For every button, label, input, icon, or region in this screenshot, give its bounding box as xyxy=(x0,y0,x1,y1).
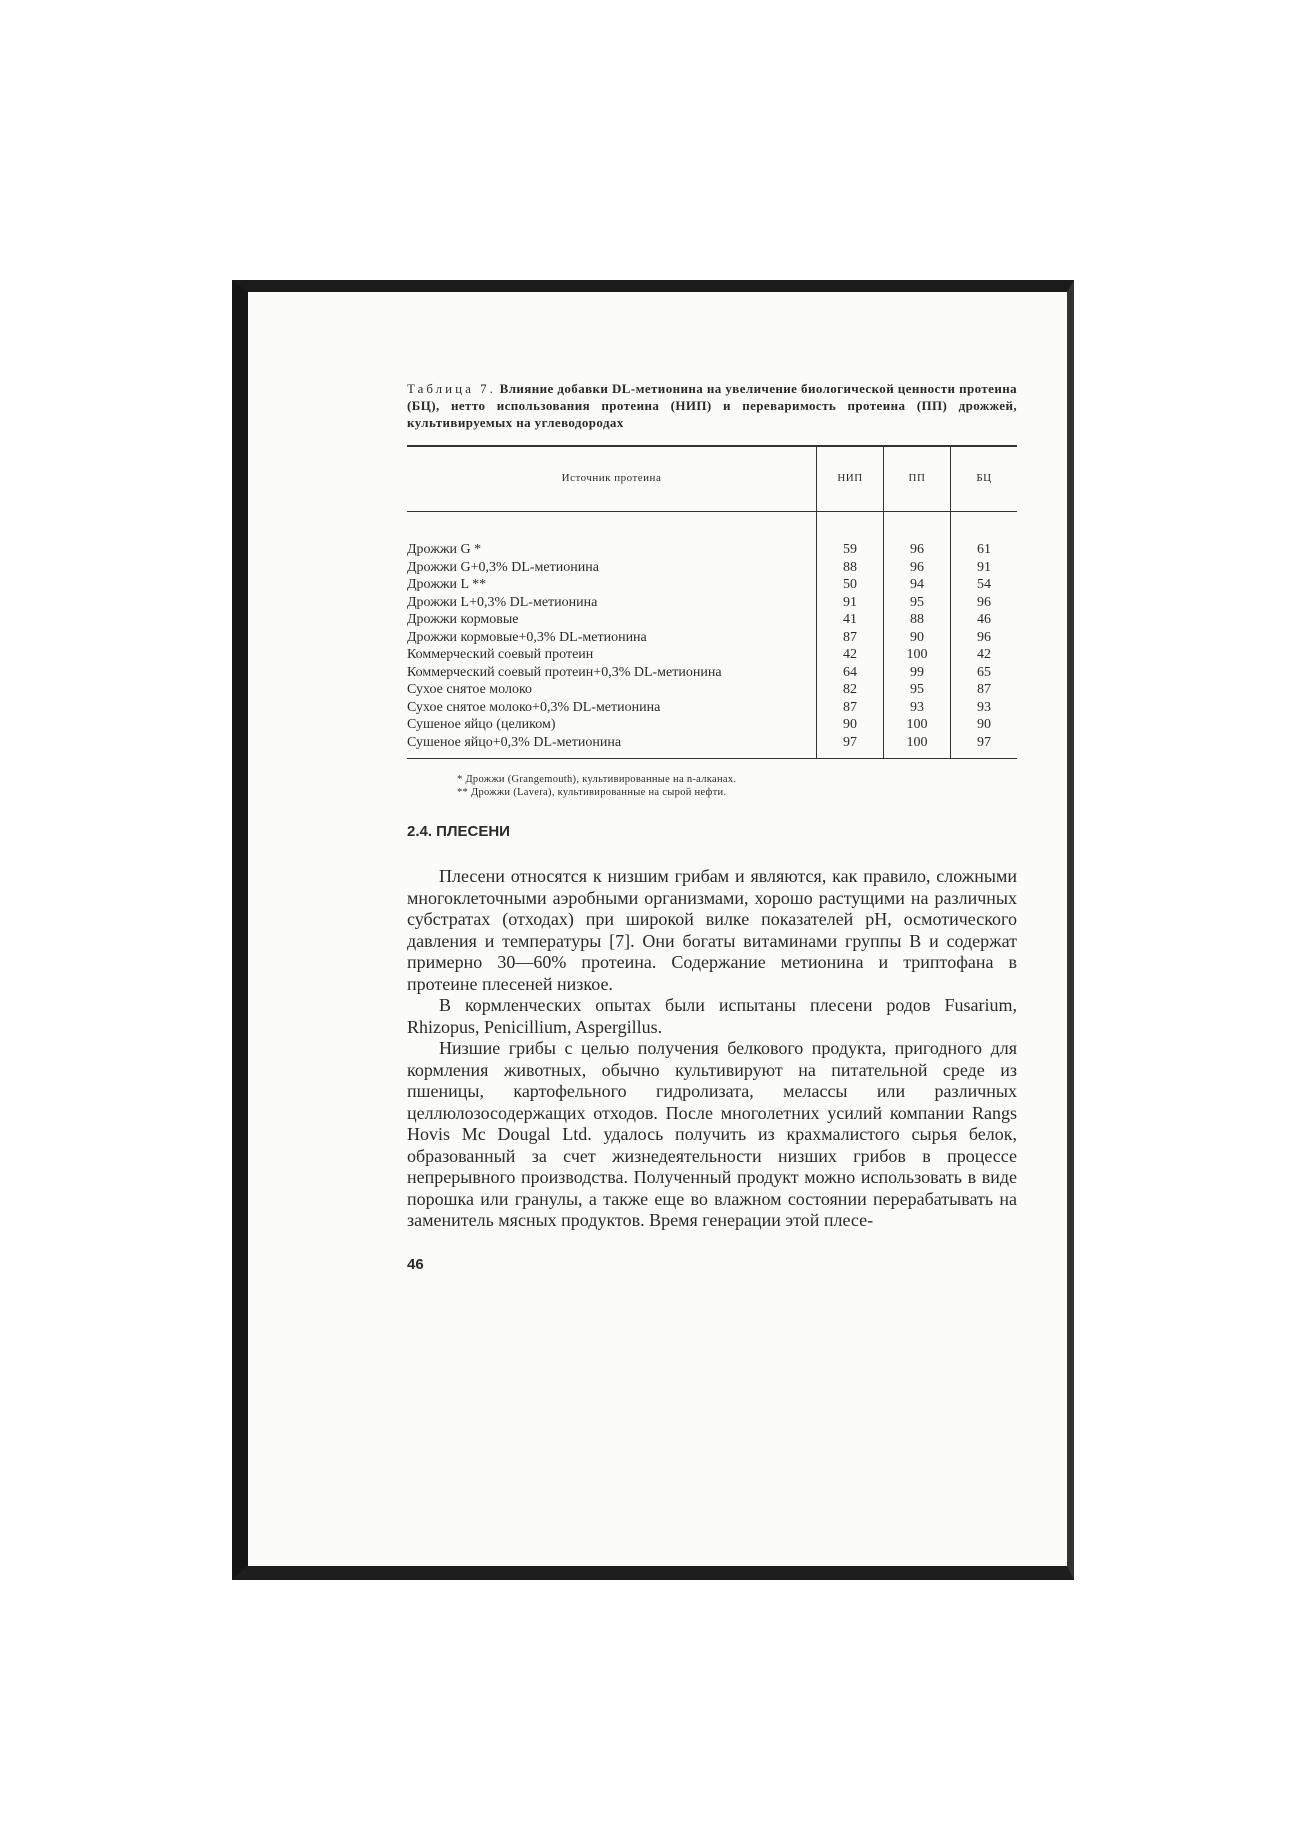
table-row xyxy=(407,559,1017,577)
footnote: ** Дрожжи (Lavera), культивированные на сырой нефти. xyxy=(457,787,727,798)
table-row xyxy=(407,512,1017,559)
cell-bc: 91 xyxy=(951,559,1018,577)
table-caption-prefix: Таблица 7. xyxy=(407,381,496,396)
cell-nip: 87 xyxy=(817,699,884,717)
table-row xyxy=(407,664,1017,682)
cell-nip: 59 xyxy=(817,512,884,559)
body-text xyxy=(407,866,1017,1232)
cell-nip: 50 xyxy=(817,576,884,594)
cell-source: Дрожжи кормовые xyxy=(407,612,519,627)
table-row xyxy=(407,734,1017,759)
cell-pp: 93 xyxy=(884,699,951,717)
table-row xyxy=(407,699,1017,717)
cell-pp: 96 xyxy=(884,512,951,559)
cell-pp: 95 xyxy=(884,681,951,699)
page-content xyxy=(407,380,1017,1273)
cell-bc: 90 xyxy=(951,716,1018,734)
cell-nip: 82 xyxy=(817,681,884,699)
cell-pp: 90 xyxy=(884,629,951,647)
cell-source: Коммерческий соевый протеин+0,3% DL-метионина xyxy=(407,664,722,680)
cell-bc: 97 xyxy=(951,734,1018,759)
cell-bc: 93 xyxy=(951,699,1018,717)
table-row xyxy=(407,716,1017,734)
cell-pp: 100 xyxy=(884,734,951,759)
cell-source: Сухое снятое молоко+0,3% DL-метионина xyxy=(407,699,661,715)
cell-bc: 87 xyxy=(951,681,1018,699)
cell-source: Сушеное яйцо+0,3% DL-метионина xyxy=(407,734,622,750)
cell-pp: 100 xyxy=(884,716,951,734)
table-row xyxy=(407,681,1017,699)
cell-pp: 99 xyxy=(884,664,951,682)
cell-pp: 88 xyxy=(884,611,951,629)
cell-pp: 96 xyxy=(884,559,951,577)
table-row xyxy=(407,629,1017,647)
footnote: * Дрожжи (Grangemouth), культивированные на n-алканах. xyxy=(457,774,737,785)
cell-pp: 94 xyxy=(884,576,951,594)
header-nip: НИП xyxy=(817,446,884,512)
table-row xyxy=(407,594,1017,612)
cell-nip: 87 xyxy=(817,629,884,647)
header-bc: БЦ xyxy=(951,446,1018,512)
table-caption-text: Влияние добавки DL-метионина на увеличение биологической ценности протеина (БЦ), нетто использования протеина (НИП) и переваримость протеина (ПП) дрожжей, культивируемых на углеводородах xyxy=(407,381,1018,430)
cell-nip: 97 xyxy=(817,734,884,759)
cell-bc: 54 xyxy=(951,576,1018,594)
cell-pp: 95 xyxy=(884,594,951,612)
section-title: 2.4. ПЛЕСЕНИ xyxy=(407,823,510,840)
page-number: 46 xyxy=(407,1255,424,1273)
table-row xyxy=(407,646,1017,664)
cell-source: Коммерческий соевый протеин xyxy=(407,647,594,662)
cell-nip: 91 xyxy=(817,594,884,612)
cell-pp: 100 xyxy=(884,646,951,664)
paragraph: В кормленческих опытах были испытаны плесени родов Fusarium, Rhizopus, Penicillium, Aspergillus. xyxy=(407,995,1017,1037)
table-footnotes xyxy=(457,773,1017,799)
data-table xyxy=(407,445,1017,759)
table-header-row xyxy=(407,446,1017,512)
paragraph: Низшие грибы с целью получения белкового продукта, пригодного для кормления животных, обычно культивируют на питательной среде из пшеницы, картофельного гидролизата, мелассы или различных целлюлозосодержащих отходов. После многолетних усилий компании Rangs Hovis Mc Dougal Ltd. удалось получить из крахмалистого сырья белок, образованный за счет жизнедеятельности низших грибов в процессе непрерывного производства. Полученный продукт можно использовать в виде порошка или гранулы, а также еще во влажном состоянии перерабатывать на заменитель мясных продуктов. Время генерации этой плесе- xyxy=(407,1038,1017,1230)
cell-source: Сухое снятое молоко xyxy=(407,682,533,697)
cell-bc: 42 xyxy=(951,646,1018,664)
cell-source: Дрожжи L ** xyxy=(407,577,487,592)
cell-nip: 42 xyxy=(817,646,884,664)
table-row xyxy=(407,576,1017,594)
cell-nip: 41 xyxy=(817,611,884,629)
paragraph: Плесени относятся к низшим грибам и являются, как правило, сложными многоклеточными аэробными организмами, хорошо растущими на различных субстратах (отходах) при широкой вилке показателей pH, осмотического давления и температуры [7]. Они богаты витаминами группы B и содержат примерно 30—60% протеина. Содержание метионина и триптофана в протеине плесеней низкое. xyxy=(407,866,1017,994)
cell-nip: 64 xyxy=(817,664,884,682)
header-source: Источник протеина xyxy=(407,446,817,512)
cell-nip: 88 xyxy=(817,559,884,577)
cell-source: Дрожжи кормовые+0,3% DL-метионина xyxy=(407,629,647,645)
cell-nip: 90 xyxy=(817,716,884,734)
cell-bc: 96 xyxy=(951,594,1018,612)
cell-source: Дрожжи G * xyxy=(407,542,482,557)
table-row xyxy=(407,611,1017,629)
cell-bc: 96 xyxy=(951,629,1018,647)
cell-source: Сушеное яйцо (целиком) xyxy=(407,717,556,732)
table-caption xyxy=(407,380,1017,431)
cell-bc: 61 xyxy=(951,512,1018,559)
cell-source: Дрожжи G+0,3% DL-метионина xyxy=(407,559,599,575)
cell-bc: 65 xyxy=(951,664,1018,682)
cell-source: Дрожжи L+0,3% DL-метионина xyxy=(407,594,598,610)
cell-bc: 46 xyxy=(951,611,1018,629)
header-pp: ПП xyxy=(884,446,951,512)
